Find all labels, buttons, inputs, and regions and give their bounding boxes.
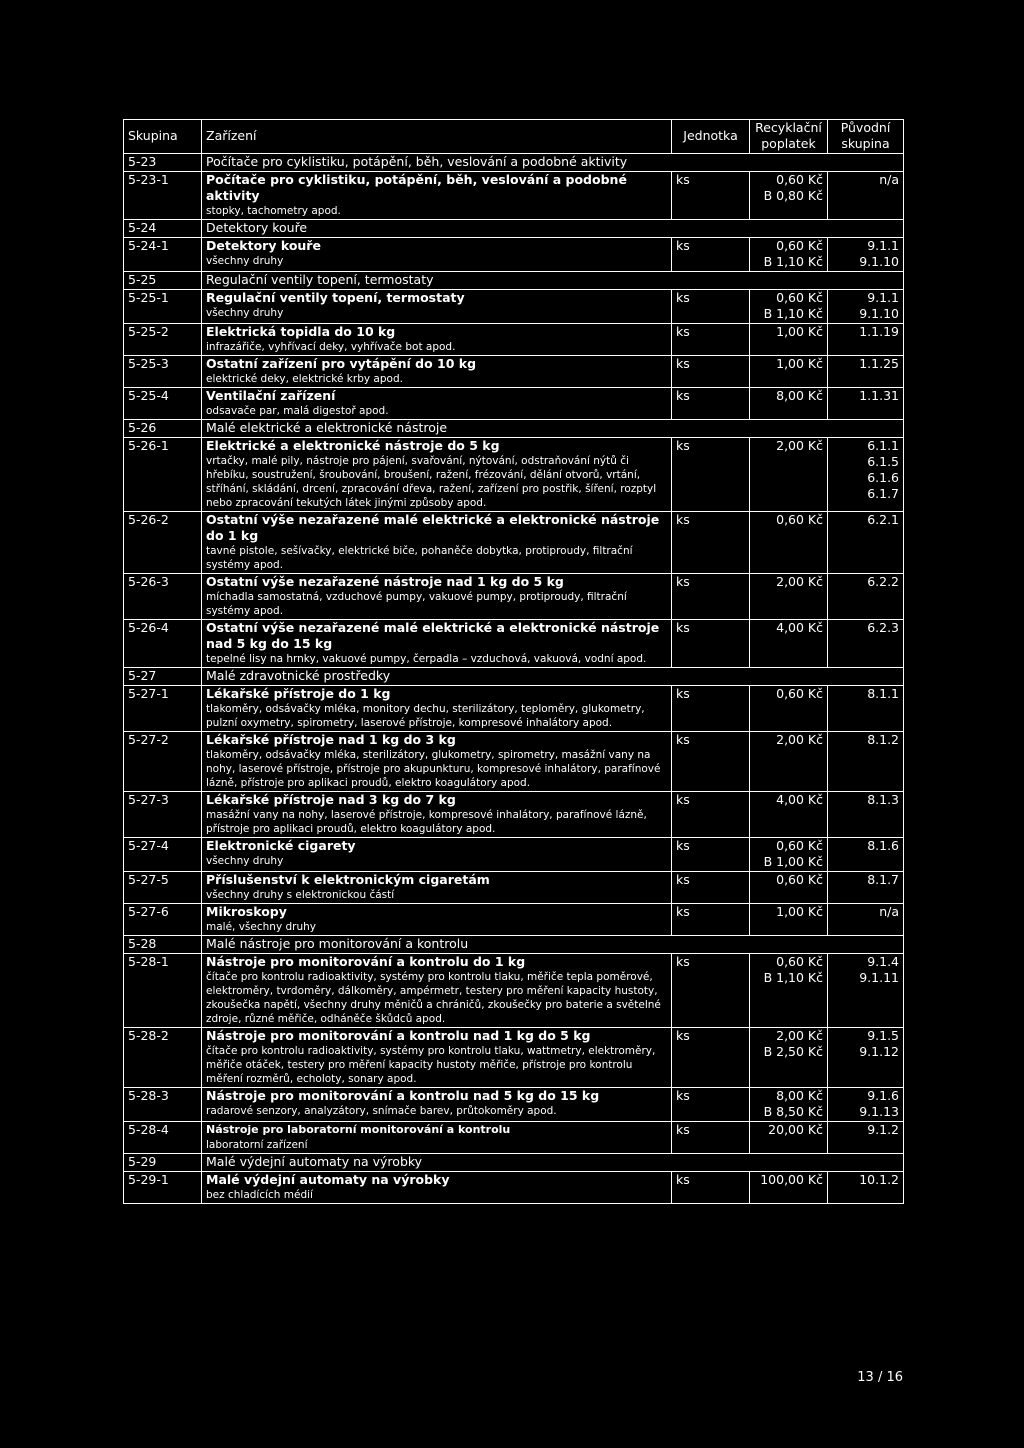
item-fee-cell [750,1028,828,1088]
fee-value: 8,00 Kč [776,1088,823,1103]
fee-value: 4,00 Kč [776,620,823,635]
fee-value: 0,60 Kč [776,290,823,305]
item-original-group-cell [828,574,904,620]
group-row [124,420,904,438]
item-description: všechny druhy [206,255,284,267]
group-title: Malé výdejní automaty na výrobky [202,1154,904,1172]
item-unit: ks [672,356,750,388]
item-name-cell [202,792,672,838]
fee-value: 2,00 Kč [776,1028,823,1043]
item-unit: ks [672,792,750,838]
table-row [124,324,904,356]
table-row [124,1172,904,1204]
item-original-group-cell [828,290,904,324]
group-code: 5-29 [124,1154,202,1172]
item-fee-cell [750,512,828,574]
item-description: tlakoměry, odsávačky mléka, monitory dechu, sterilizátory, teploměry, glukometry, pulzní oxymetry, spirometry, laserové přístroje, kompresové inhalátory apod. [206,703,645,729]
item-fee-cell [750,1172,828,1204]
item-unit: ks [672,838,750,872]
fee-value: B 1,00 Kč [763,854,823,869]
item-title: Lékařské přístroje nad 1 kg do 3 kg [206,732,456,747]
item-title: Mikroskopy [206,904,287,919]
item-name-cell [202,838,672,872]
item-code: 5-28-3 [124,1088,202,1122]
item-unit: ks [672,954,750,1028]
item-code: 5-25-1 [124,290,202,324]
original-group-value: 9.1.10 [859,306,899,321]
item-description: stopky, tachometry apod. [206,205,341,217]
fee-value: 2,00 Kč [776,574,823,589]
item-title: Nástroje pro laboratorní monitorování a kontrolu [206,1123,511,1136]
item-fee-cell [750,872,828,904]
item-fee-cell [750,574,828,620]
fee-value: 1,00 Kč [776,356,823,371]
group-row [124,668,904,686]
table-row [124,356,904,388]
original-group-value: 9.1.6 [867,1088,899,1103]
item-description: laboratorní zařízení [206,1139,308,1151]
item-original-group-cell [828,1172,904,1204]
item-original-group-cell [828,904,904,936]
group-code: 5-27 [124,668,202,686]
item-code: 5-27-3 [124,792,202,838]
fee-value: B 8,50 Kč [763,1104,823,1119]
item-code: 5-27-2 [124,732,202,792]
item-code: 5-27-6 [124,904,202,936]
item-code: 5-26-1 [124,438,202,512]
item-unit: ks [672,238,750,272]
item-name-cell [202,904,672,936]
item-name-cell [202,290,672,324]
fee-value: B 1,10 Kč [763,970,823,985]
original-group-value: 9.1.1 [867,238,899,253]
page-number: 13 / 16 [857,1370,903,1385]
item-code: 5-23-1 [124,172,202,220]
original-group-value: 6.2.1 [867,512,899,527]
group-code: 5-25 [124,272,202,290]
item-unit: ks [672,1172,750,1204]
group-title: Detektory kouře [202,220,904,238]
item-name-cell [202,324,672,356]
item-name-cell [202,1028,672,1088]
original-group-value: 6.1.6 [867,470,899,485]
group-code: 5-24 [124,220,202,238]
item-description: všechny druhy [206,855,284,867]
item-unit: ks [672,574,750,620]
item-description: elektrické deky, elektrické krby apod. [206,373,403,385]
item-unit: ks [672,620,750,668]
item-title: Ostatní výše nezařazené nástroje nad 1 kg do 5 kg [206,574,564,589]
item-description: čítače pro kontrolu radioaktivity, systémy pro kontrolu tlaku, wattmetry, elektroměry, měřiče otáček, testery pro měření kapacity hustoty měřiče, přístroje pro kontrolu měření rozměrů, echoloty, sonary apod. [206,1045,656,1085]
item-description: čítače pro kontrolu radioaktivity, systémy pro kontrolu tlaku, měřiče tepla poměrové, elektroměry, tvrdoměry, dálkoměry, ampérmetr, testery pro měření kapacity hustoty, zkoušečka napětí, všechny druhy měničů a chráničů, zkoušečky pro baterie a světelné zdroje, různé měřiče, odháněče škůdců apod. [206,971,661,1025]
header-unit: Jednotka [672,120,750,154]
fee-value: 0,60 Kč [776,512,823,527]
group-title: Počítače pro cyklistiku, potápění, běh, veslování a podobné aktivity [202,154,904,172]
item-description: vrtačky, malé pily, nástroje pro pájení, svařování, nýtování, odstraňování nýtů či hřebíku, soustružení, šroubování, broušení, ražení, frézování, dělání otvorů, vrtání, stříhání, skládání, drcení, zpracování dřeva, ražení, zařízení pro postřik, šíření, rozptyl nebo zpracování tekutých látek jinými způsoby apod. [206,455,657,509]
item-description: infrazářiče, vyhřívací deky, vyhřívače bot apod. [206,341,456,353]
item-name-cell [202,388,672,420]
item-name-cell [202,438,672,512]
item-code: 5-24-1 [124,238,202,272]
item-original-group-cell [828,732,904,792]
item-name-cell [202,172,672,220]
item-description: všechny druhy s elektronickou částí [206,889,395,901]
item-description: tepelné lisy na hrnky, vakuové pumpy, čerpadla – vzduchová, vakuová, vodní apod. [206,653,647,665]
table-header-row [124,120,904,154]
item-title: Ostatní výše nezařazené malé elektrické a elektronické nástroje nad 5 kg do 15 kg [206,620,660,651]
table-row [124,792,904,838]
fee-value: B 1,10 Kč [763,306,823,321]
item-original-group-cell [828,686,904,732]
item-code: 5-29-1 [124,1172,202,1204]
fee-value: B 1,10 Kč [763,254,823,269]
item-name-cell [202,574,672,620]
item-original-group-cell [828,238,904,272]
group-row [124,272,904,290]
fee-value: 4,00 Kč [776,792,823,807]
original-group-value: 8.1.3 [867,792,899,807]
original-group-value: 9.1.12 [859,1044,899,1059]
item-description: radarové senzory, analyzátory, snímače barev, průtokoměry apod. [206,1105,557,1117]
item-title: Lékařské přístroje do 1 kg [206,686,391,701]
fee-table [123,119,904,1204]
item-fee-cell [750,954,828,1028]
item-unit: ks [672,904,750,936]
header-original-group: Původní skupina [828,120,904,154]
item-name-cell [202,1088,672,1122]
header-group: Skupina [124,120,202,154]
fee-value: 1,00 Kč [776,324,823,339]
item-fee-cell [750,620,828,668]
item-code: 5-27-5 [124,872,202,904]
fee-value: 20,00 Kč [768,1122,823,1137]
item-unit: ks [672,1088,750,1122]
item-original-group-cell [828,620,904,668]
header-device: Zařízení [202,120,672,154]
item-description: všechny druhy [206,307,284,319]
item-fee-cell [750,438,828,512]
item-fee-cell [750,1088,828,1122]
item-original-group-cell [828,872,904,904]
item-description: malé, všechny druhy [206,921,316,933]
fee-value: 0,60 Kč [776,172,823,187]
item-title: Elektrické a elektronické nástroje do 5 kg [206,438,500,453]
item-original-group-cell [828,356,904,388]
item-fee-cell [750,172,828,220]
fee-value: 8,00 Kč [776,388,823,403]
fee-value: B 0,80 Kč [763,188,823,203]
item-name-cell [202,686,672,732]
item-code: 5-28-4 [124,1122,202,1154]
item-original-group-cell [828,838,904,872]
item-unit: ks [672,686,750,732]
original-group-value: 9.1.2 [867,1122,899,1137]
item-name-cell [202,1122,672,1154]
original-group-value: 8.1.6 [867,838,899,853]
item-unit: ks [672,872,750,904]
item-name-cell [202,512,672,574]
group-title: Regulační ventily topení, termostaty [202,272,904,290]
item-title: Regulační ventily topení, termostaty [206,290,465,305]
item-name-cell [202,872,672,904]
table-row [124,838,904,872]
table-row [124,238,904,272]
item-original-group-cell [828,1122,904,1154]
item-code: 5-26-4 [124,620,202,668]
item-fee-cell [750,356,828,388]
item-code: 5-26-2 [124,512,202,574]
item-unit: ks [672,290,750,324]
item-code: 5-26-3 [124,574,202,620]
item-title: Ostatní zařízení pro vytápění do 10 kg [206,356,477,371]
original-group-value: 9.1.10 [859,254,899,269]
fee-value: 0,60 Kč [776,838,823,853]
item-original-group-cell [828,954,904,1028]
item-title: Příslušenství k elektronickým cigaretám [206,872,490,887]
item-fee-cell [750,290,828,324]
item-unit: ks [672,732,750,792]
item-code: 5-27-4 [124,838,202,872]
original-group-value: 9.1.1 [867,290,899,305]
group-code: 5-26 [124,420,202,438]
item-original-group-cell [828,1028,904,1088]
item-unit: ks [672,324,750,356]
table-row [124,904,904,936]
item-fee-cell [750,732,828,792]
original-group-value: 1.1.31 [859,388,899,403]
item-title: Ventilační zařízení [206,388,336,403]
table-row [124,954,904,1028]
item-name-cell [202,620,672,668]
group-title: Malé nástroje pro monitorování a kontrolu [202,936,904,954]
table-row [124,574,904,620]
group-title: Malé zdravotnické prostředky [202,668,904,686]
table-row [124,686,904,732]
original-group-value: 8.1.7 [867,872,899,887]
item-original-group-cell [828,438,904,512]
table-row [124,388,904,420]
item-fee-cell [750,324,828,356]
item-original-group-cell [828,172,904,220]
item-name-cell [202,1172,672,1204]
group-row [124,154,904,172]
table-body [124,154,904,1204]
fee-value: 0,60 Kč [776,954,823,969]
original-group-value: 6.2.3 [867,620,899,635]
table-row [124,172,904,220]
item-fee-cell [750,388,828,420]
item-name-cell [202,954,672,1028]
group-title: Malé elektrické a elektronické nástroje [202,420,904,438]
item-code: 5-28-2 [124,1028,202,1088]
item-unit: ks [672,172,750,220]
item-name-cell [202,732,672,792]
original-group-value: 9.1.13 [859,1104,899,1119]
fee-value: 0,60 Kč [776,686,823,701]
item-unit: ks [672,1122,750,1154]
item-description: tlakoměry, odsávačky mléka, sterilizátory, glukometry, spirometry, masážní vany na nohy, laserové přístroje, přístroje pro akupunkturu, kompresové inhalátory, parafínové lázně, přístroje pro aplikaci proudů, elektro koagulátory apod. [206,749,661,789]
item-fee-cell [750,238,828,272]
original-group-value: n/a [879,904,899,919]
original-group-value: 6.1.5 [867,454,899,469]
item-code: 5-25-2 [124,324,202,356]
item-title: Elektrická topidla do 10 kg [206,324,396,339]
fee-value: 1,00 Kč [776,904,823,919]
fee-value: 0,60 Kč [776,238,823,253]
item-description: masážní vany na nohy, laserové přístroje, kompresové inhalátory, parafínové lázně, přístroje pro aplikaci proudů, elektro koagulátory apod. [206,809,647,835]
fee-value: 2,00 Kč [776,438,823,453]
item-name-cell [202,356,672,388]
item-title: Počítače pro cyklistiku, potápění, běh, veslování a podobné aktivity [206,172,627,203]
original-group-value: 6.2.2 [867,574,899,589]
table-row [124,1122,904,1154]
fee-value: 0,60 Kč [776,872,823,887]
item-description: odsavače par, malá digestoř apod. [206,405,389,417]
table-row [124,512,904,574]
item-fee-cell [750,686,828,732]
group-code: 5-28 [124,936,202,954]
item-original-group-cell [828,512,904,574]
table-row [124,1088,904,1122]
item-fee-cell [750,792,828,838]
item-unit: ks [672,438,750,512]
item-original-group-cell [828,388,904,420]
item-title: Lékařské přístroje nad 3 kg do 7 kg [206,792,456,807]
item-unit: ks [672,388,750,420]
table-row [124,438,904,512]
item-code: 5-25-4 [124,388,202,420]
item-title: Detektory kouře [206,238,321,253]
item-title: Nástroje pro monitorování a kontrolu do 1 kg [206,954,526,969]
item-description: míchadla samostatná, vzduchové pumpy, vakuové pumpy, protiproudy, filtrační systémy apod. [206,591,627,617]
original-group-value: 8.1.1 [867,686,899,701]
original-group-value: 6.1.1 [867,438,899,453]
item-unit: ks [672,1028,750,1088]
group-row [124,220,904,238]
fee-value: B 2,50 Kč [763,1044,823,1059]
item-fee-cell [750,1122,828,1154]
original-group-value: 9.1.11 [859,970,899,985]
item-title: Ostatní výše nezařazené malé elektrické a elektronické nástroje do 1 kg [206,512,660,543]
item-original-group-cell [828,324,904,356]
table-row [124,732,904,792]
item-title: Nástroje pro monitorování a kontrolu nad 5 kg do 15 kg [206,1088,600,1103]
original-group-value: 9.1.4 [867,954,899,969]
group-row [124,936,904,954]
item-description: bez chladících médií [206,1189,313,1201]
item-code: 5-25-3 [124,356,202,388]
item-title: Nástroje pro monitorování a kontrolu nad 1 kg do 5 kg [206,1028,591,1043]
item-fee-cell [750,838,828,872]
item-code: 5-27-1 [124,686,202,732]
item-code: 5-28-1 [124,954,202,1028]
item-title: Elektronické cigarety [206,838,356,853]
original-group-value: 1.1.19 [859,324,899,339]
item-original-group-cell [828,792,904,838]
original-group-value: 1.1.25 [859,356,899,371]
table-row [124,872,904,904]
fee-value: 2,00 Kč [776,732,823,747]
table-row [124,620,904,668]
table-row [124,290,904,324]
table-row [124,1028,904,1088]
item-original-group-cell [828,1088,904,1122]
original-group-value: 8.1.2 [867,732,899,747]
fee-value: 100,00 Kč [760,1172,823,1187]
item-unit: ks [672,512,750,574]
original-group-value: 9.1.5 [867,1028,899,1043]
group-row [124,1154,904,1172]
item-name-cell [202,238,672,272]
item-title: Malé výdejní automaty na výrobky [206,1172,450,1187]
group-code: 5-23 [124,154,202,172]
original-group-value: 6.1.7 [867,486,899,501]
original-group-value: n/a [879,172,899,187]
header-fee: Recyklační poplatek [750,120,828,154]
item-fee-cell [750,904,828,936]
original-group-value: 10.1.2 [859,1172,899,1187]
item-description: tavné pistole, sešívačky, elektrické biče, pohaněče dobytka, protiproudy, filtrační systémy apod. [206,545,633,571]
